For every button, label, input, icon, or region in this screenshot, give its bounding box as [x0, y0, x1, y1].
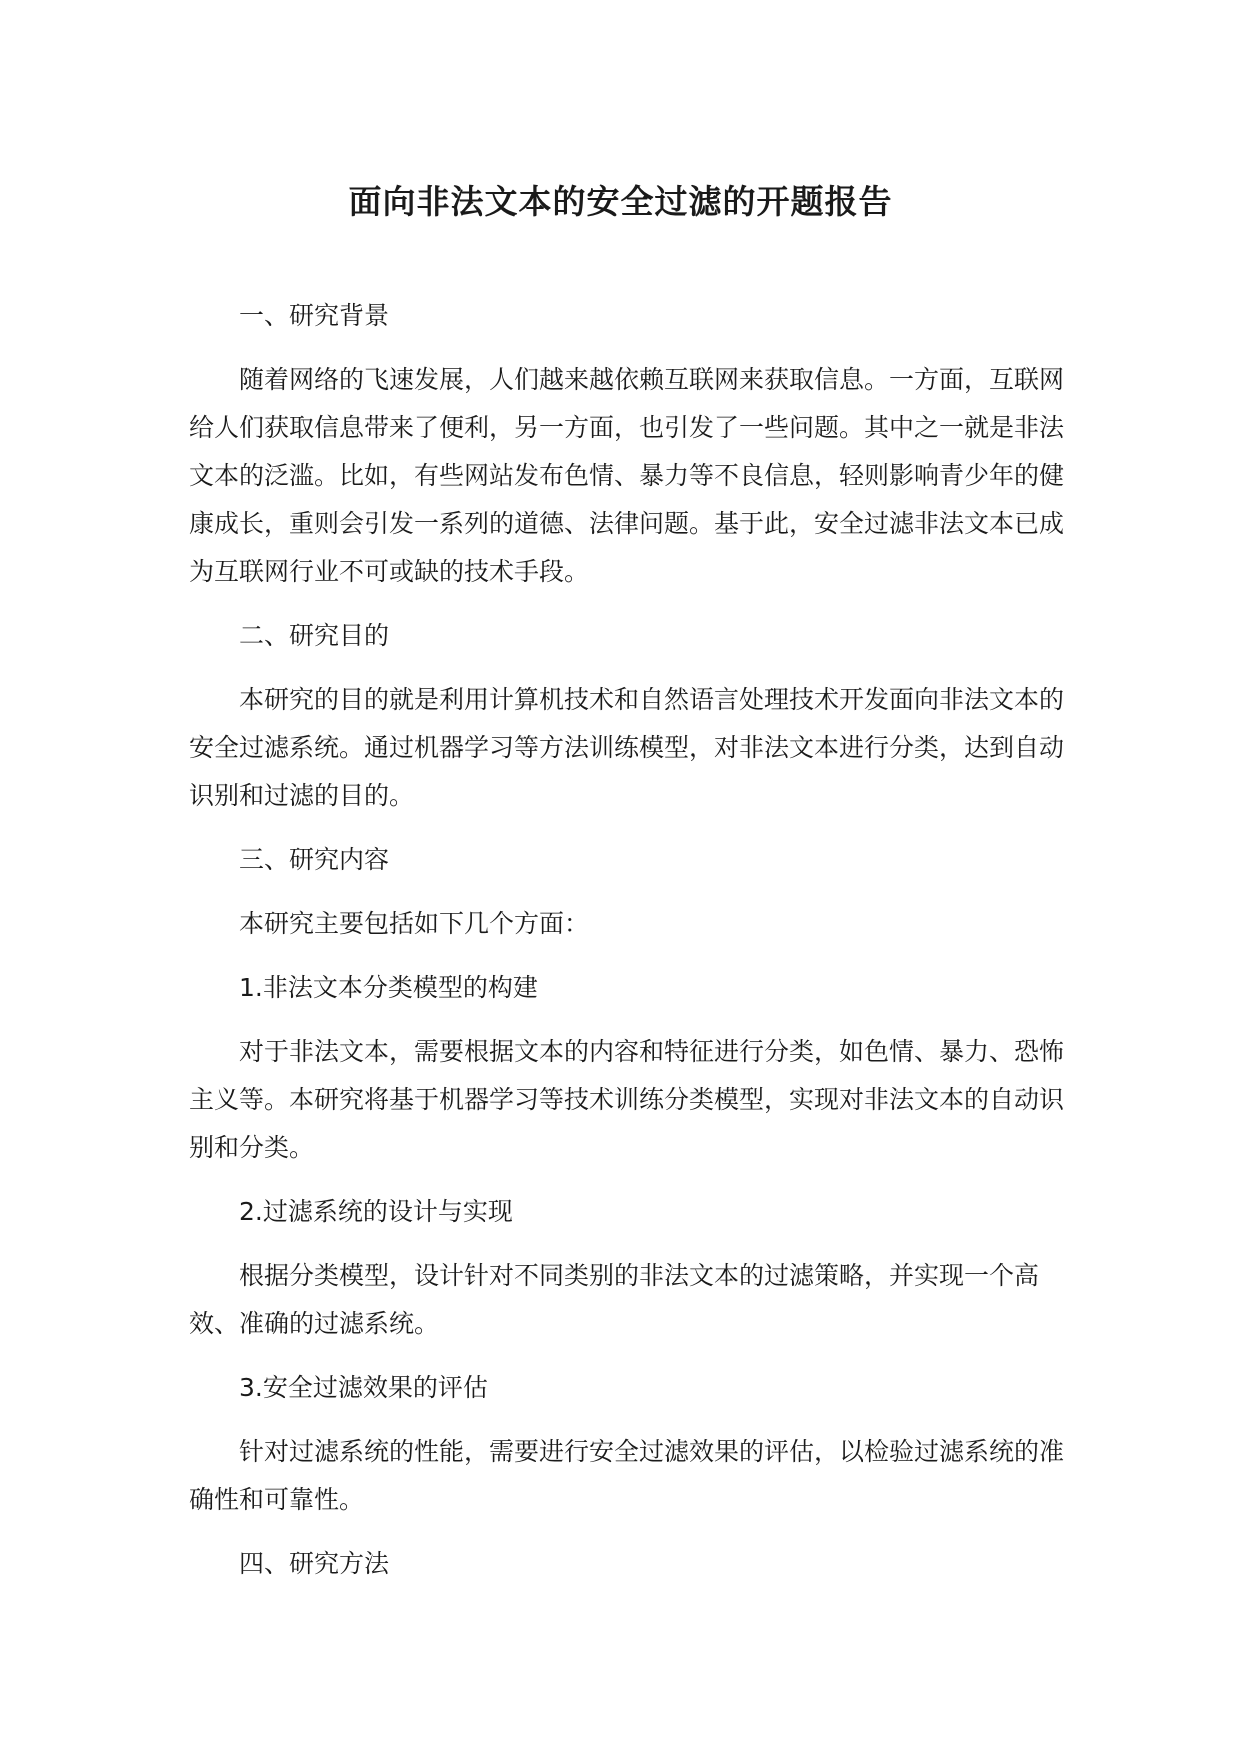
section-heading-background: 一、研究背景 [239, 301, 390, 330]
subheading-evaluation: 3.安全过滤效果的评估 [239, 1373, 488, 1402]
paragraph-content-intro: 本研究主要包括如下几个方面： [239, 909, 590, 938]
paragraph-evaluation: 针对过滤系统的性能，需要进行安全过滤效果的评估，以检验过滤系统的准确性和可靠性。 [189, 1437, 1065, 1514]
document-body [189, 292, 1079, 1604]
paragraph-filter-system: 根据分类模型，设计针对不同类别的非法文本的过滤策略，并实现一个高效、准确的过滤系统。 [189, 1261, 1040, 1338]
subheading-classification-model: 1.非法文本分类模型的构建 [239, 973, 538, 1002]
document-title: 面向非法文本的安全过滤的开题报告 [348, 182, 893, 221]
paragraph-classification-model: 对于非法文本，需要根据文本的内容和特征进行分类，如色情、暴力、恐怖主义等。本研究将基于机器学习等技术训练分类模型，实现对非法文本的自动识别和分类。 [189, 1037, 1065, 1162]
paragraph-background: 随着网络的飞速发展，人们越来越依赖互联网来获取信息。一方面，互联网给人们获取信息带来了便利，另一方面，也引发了一些问题。其中之一就是非法文本的泛滥。比如，有些网站发布色情、暴力等不良信息，轻则影响青少年的健康成长，重则会引发一系列的道德、法律问题。基于此，安全过滤非法文本已成为互联网行业不可或缺的技术手段。 [189, 365, 1065, 586]
section-heading-content: 三、研究内容 [239, 845, 390, 874]
subheading-filter-system: 2.过滤系统的设计与实现 [239, 1197, 513, 1226]
section-heading-purpose: 二、研究目的 [239, 621, 390, 650]
paragraph-purpose: 本研究的目的就是利用计算机技术和自然语言处理技术开发面向非法文本的安全过滤系统。通过机器学习等方法训练模型，对非法文本进行分类，达到自动识别和过滤的目的。 [189, 685, 1065, 810]
section-heading-method: 四、研究方法 [239, 1549, 390, 1578]
